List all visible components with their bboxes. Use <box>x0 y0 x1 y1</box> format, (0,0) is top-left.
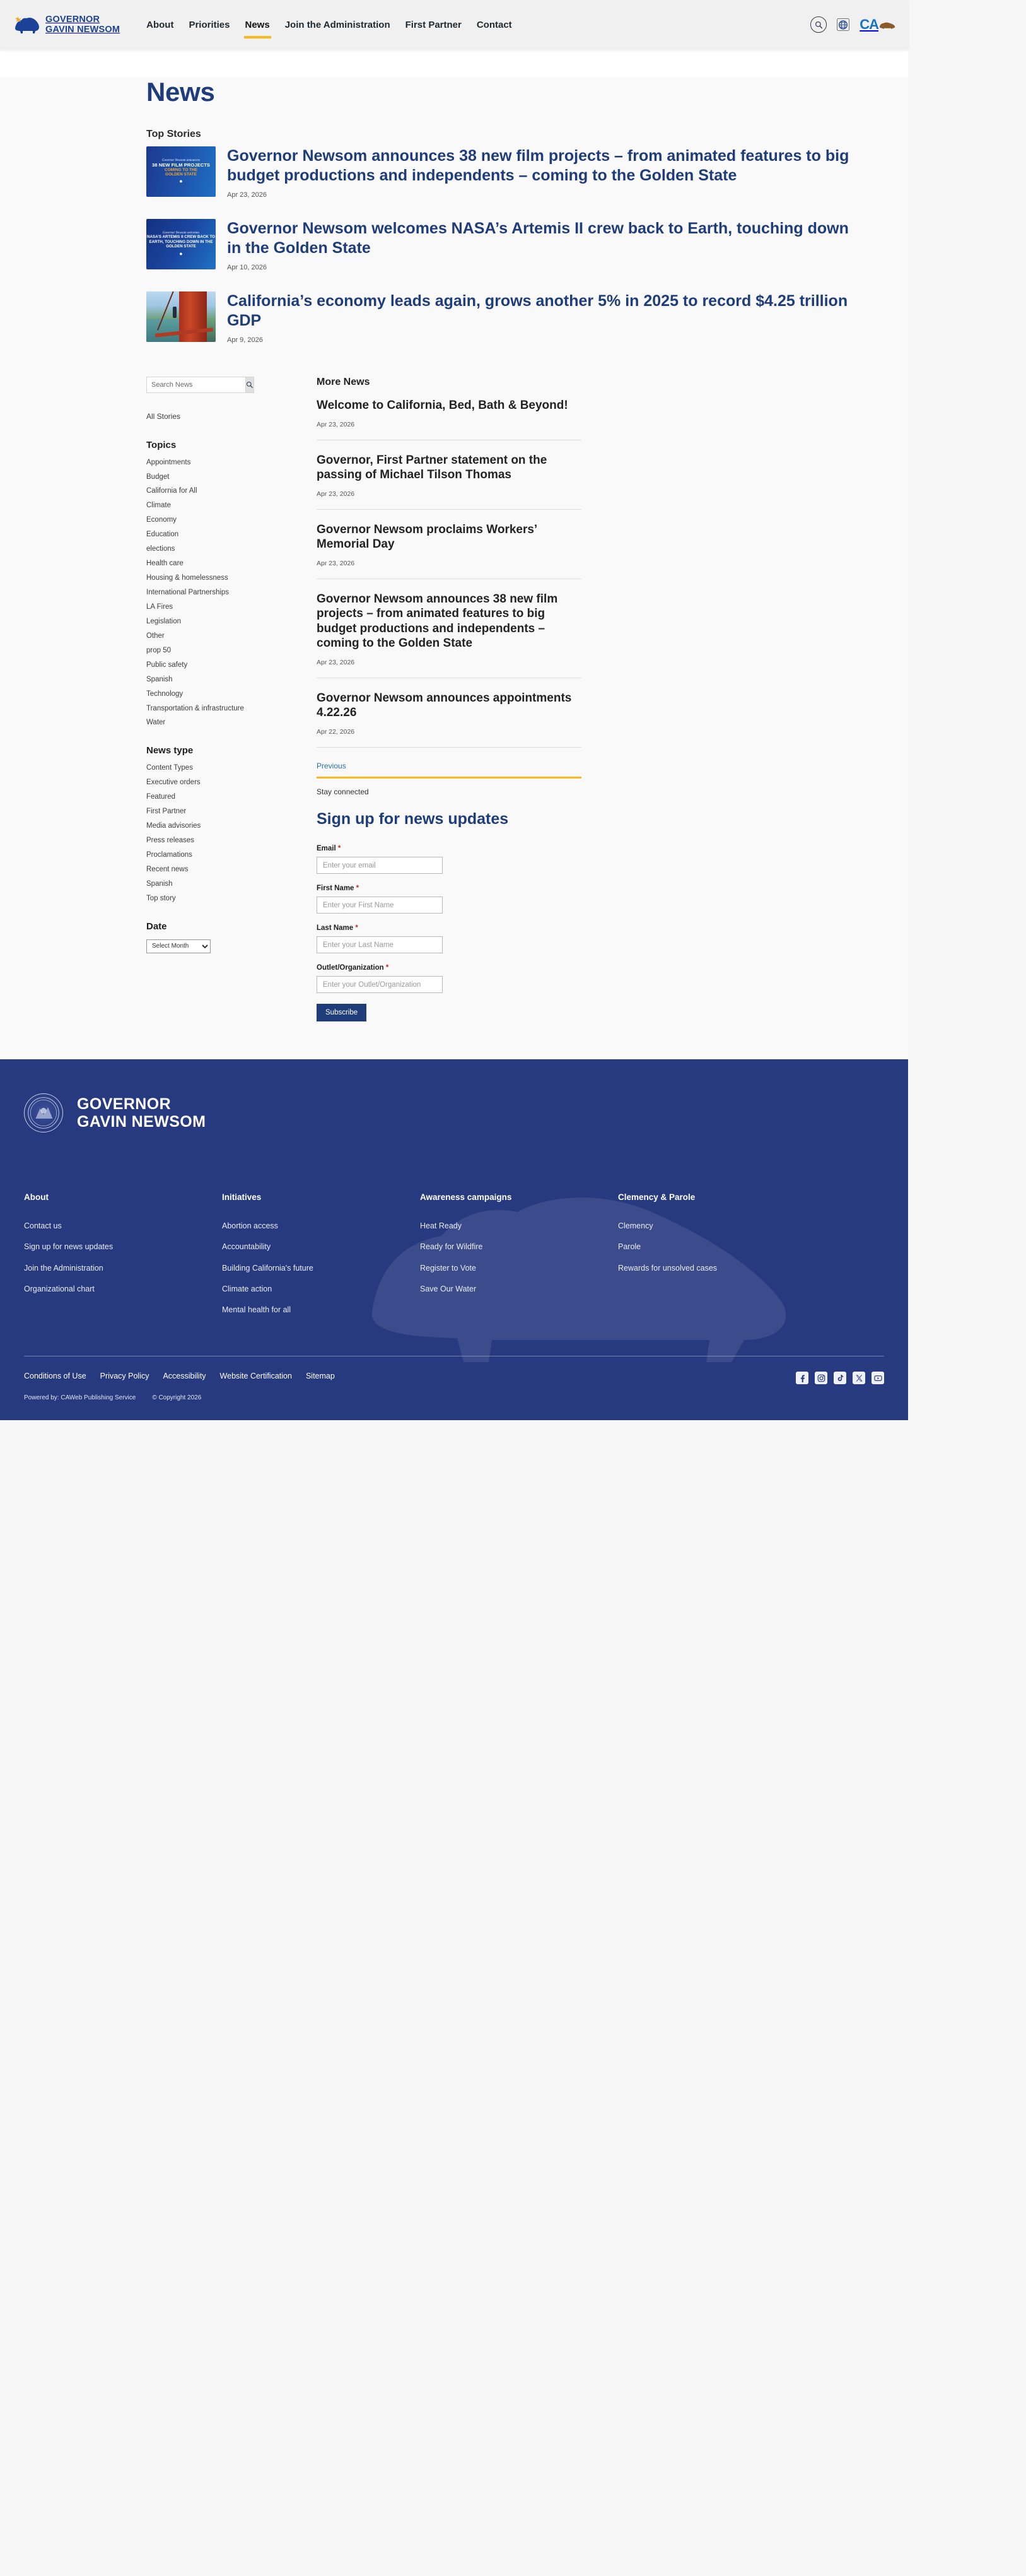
pagination-underline <box>317 777 581 779</box>
nav-item-join-the-administration[interactable]: Join the Administration <box>284 19 390 30</box>
list-item[interactable] <box>317 691 581 748</box>
footer-link-accessibility[interactable]: Accessibility <box>163 1372 206 1381</box>
sidebar-item-california-for-all[interactable]: California for All <box>146 487 197 495</box>
last-name-field-group <box>317 924 581 953</box>
content-container <box>146 77 859 1021</box>
nav-item-news[interactable]: News <box>244 17 271 33</box>
footer-link-accountability[interactable]: Accountability <box>222 1242 271 1252</box>
top-story-item[interactable] <box>146 291 859 344</box>
topics-heading: Topics <box>146 439 177 450</box>
sidebar-item-press-releases[interactable]: Press releases <box>146 837 195 845</box>
news-signup-form <box>317 845 581 1021</box>
sidebar-item-legislation[interactable]: Legislation <box>146 617 181 625</box>
footer-column-about <box>24 1192 222 1326</box>
sidebar-item-education[interactable]: Education <box>146 531 179 539</box>
news-item-title[interactable]: Governor, First Partner statement on the passing of Michael Tilson Thomas <box>317 453 547 482</box>
sidebar-item-executive-orders[interactable]: Executive orders <box>146 779 201 787</box>
bear-icon: ● <box>179 178 183 184</box>
footer-column-heading: About <box>24 1192 49 1203</box>
news-search <box>146 377 228 393</box>
signup-title: Sign up for news updates <box>317 810 509 828</box>
news-item-title[interactable]: Welcome to California, Bed, Bath & Beyond! <box>317 399 568 412</box>
footer-link-organizational-chart[interactable]: Organizational chart <box>24 1284 95 1293</box>
main-navigation <box>145 17 513 33</box>
news-item-date: Apr 22, 2026 <box>317 728 355 736</box>
sidebar-item-media-advisories[interactable]: Media advisories <box>146 822 201 830</box>
globe-icon[interactable] <box>837 18 849 31</box>
site-logo-link[interactable] <box>14 14 120 35</box>
footer-link-parole[interactable]: Parole <box>618 1242 641 1252</box>
sidebar-item-water[interactable]: Water <box>146 719 166 727</box>
footer-brand[interactable] <box>24 1093 908 1132</box>
outlet-label-text: Outlet/Organization <box>317 964 384 972</box>
pagination-previous-link[interactable]: Previous <box>317 762 346 771</box>
youtube-icon[interactable] <box>872 1372 884 1384</box>
email-label <box>317 845 581 852</box>
last-name-label <box>317 924 581 932</box>
top-story-date: Apr 23, 2026 <box>227 191 267 199</box>
news-item-title[interactable]: Governor Newsom announces appointments 4.22.26 <box>317 691 572 720</box>
footer-bottom-bar <box>0 1356 908 1420</box>
news-lower-section <box>146 377 859 1021</box>
footer-link-abortion-access[interactable]: Abortion access <box>222 1221 278 1231</box>
footer-brand-text <box>77 1095 206 1131</box>
thumb-line-3b: GOLDEN STATE <box>165 172 197 177</box>
footer-link-register-to-vote[interactable]: Register to Vote <box>420 1263 476 1273</box>
page-title: News <box>146 77 215 107</box>
sidebar-item-housing-homelessness[interactable]: Housing & homelessness <box>146 574 228 582</box>
nav-item-first-partner[interactable]: First Partner <box>405 19 462 30</box>
more-news-label: More News <box>317 377 370 387</box>
instagram-icon[interactable] <box>815 1372 827 1384</box>
sidebar-item-first-partner[interactable]: First Partner <box>146 808 187 816</box>
footer-link-sitemap[interactable]: Sitemap <box>305 1372 335 1381</box>
footer-link-rewards-for-unsolved-cases[interactable]: Rewards for unsolved cases <box>618 1263 718 1273</box>
sidebar-item-recent-news[interactable]: Recent news <box>146 865 189 873</box>
footer-brand-line-1: GOVERNOR <box>77 1095 172 1114</box>
sidebar-item-health-care[interactable]: Health care <box>146 560 184 568</box>
california-bear-icon <box>14 14 40 35</box>
last-name-label-text: Last Name <box>317 924 354 932</box>
sidebar-item-content-types[interactable]: Content Types <box>146 764 193 772</box>
sidebar-item-spanish-type[interactable]: Spanish <box>146 879 173 888</box>
brand-line-1: GOVERNOR <box>45 15 100 25</box>
film-projects-thumbnail-art <box>146 146 216 197</box>
sidebar-item-public-safety[interactable]: Public safety <box>146 661 188 669</box>
california-state-seal-icon <box>24 1093 63 1132</box>
news-item-date: Apr 23, 2026 <box>317 420 355 428</box>
ca-logo-bear-icon <box>879 20 895 30</box>
copyright-text: © Copyright 2026 <box>152 1394 202 1402</box>
news-item-date: Apr 23, 2026 <box>317 490 355 498</box>
footer-main <box>0 1059 908 1356</box>
news-filter-sidebar <box>146 377 246 1021</box>
footer-link-climate-action[interactable]: Climate action <box>222 1284 272 1293</box>
thumb-line-3a: COMING TO THE <box>164 168 198 172</box>
tiktok-icon[interactable] <box>834 1372 846 1384</box>
top-stories-label: Top Stories <box>146 129 201 139</box>
footer-link-heat-ready[interactable]: Heat Ready <box>420 1221 462 1231</box>
legal-links <box>24 1372 335 1380</box>
top-story-title[interactable]: Governor Newsom welcomes NASA’s Artemis II crew back to Earth, touching down in the Golden State <box>227 220 849 257</box>
footer-column-clemency-parole <box>618 1192 816 1326</box>
required-marker: * <box>385 964 389 972</box>
site-logo-text <box>45 15 120 35</box>
footer-column-initiatives <box>222 1192 420 1326</box>
footer-legal <box>24 1372 335 1401</box>
footer-link-clemency[interactable]: Clemency <box>618 1221 653 1231</box>
sidebar-item-appointments[interactable]: Appointments <box>146 458 191 466</box>
news-item-title[interactable]: Governor Newsom announces 38 new film projects – from animated features to big budget productions and independents – coming to the Golden State <box>317 592 558 650</box>
footer-powered-by <box>24 1394 335 1401</box>
month-select[interactable] <box>146 939 211 953</box>
search-icon[interactable] <box>810 16 827 33</box>
footer-link-privacy-policy[interactable]: Privacy Policy <box>100 1372 149 1381</box>
news-item-date: Apr 23, 2026 <box>317 658 355 666</box>
sidebar-item-other[interactable]: Other <box>146 632 165 640</box>
outlet-label <box>317 964 581 972</box>
page-content <box>0 77 908 1059</box>
top-story-title[interactable]: Governor Newsom announces 38 new film projects – from animated features to big budget productions and independents – coming to the Golden State <box>227 147 849 184</box>
header-tools <box>810 16 895 33</box>
top-story-item[interactable] <box>146 219 859 271</box>
stay-connected-eyebrow: Stay connected <box>317 787 369 797</box>
thumb-line-1: Governor Newsom announces <box>161 159 201 162</box>
bear-icon: ● <box>179 250 183 257</box>
required-marker: * <box>337 845 341 853</box>
required-marker: * <box>356 885 359 893</box>
powered-by-text: Powered by: CAWeb Publishing Service <box>24 1394 136 1402</box>
first-name-field[interactable] <box>317 897 443 914</box>
sidebar-item-international-partnerships[interactable]: International Partnerships <box>146 589 230 597</box>
footer-link-join-the-administration[interactable]: Join the Administration <box>24 1263 103 1273</box>
nav-item-about[interactable]: About <box>146 19 174 30</box>
email-label-text: Email <box>317 845 336 853</box>
ca-logo-text: CA <box>860 16 878 32</box>
top-story-thumbnail <box>146 291 216 342</box>
sidebar-item-technology[interactable]: Technology <box>146 690 184 698</box>
footer-column-heading: Awareness campaigns <box>420 1192 512 1203</box>
search-input[interactable] <box>146 377 245 393</box>
news-item-date: Apr 23, 2026 <box>317 559 355 567</box>
first-name-label-text: First Name <box>317 885 354 893</box>
sidebar-item-spanish[interactable]: Spanish <box>146 675 173 683</box>
golden-gate-bridge-photo <box>146 291 216 342</box>
outlet-field-group <box>317 964 581 993</box>
artemis-thumbnail-art <box>146 219 216 269</box>
nav-item-priorities[interactable]: Priorities <box>189 19 230 30</box>
footer-link-columns <box>24 1192 908 1356</box>
sidebar-item-transportation-infrastructure[interactable]: Transportation & infrastructure <box>146 704 244 712</box>
thumb-line-2: 38 NEW FILM PROJECTS <box>151 162 210 168</box>
footer-column-heading: Clemency & Parole <box>618 1192 696 1203</box>
sidebar-item-la-fires[interactable]: LA Fires <box>146 603 173 611</box>
top-story-title[interactable]: California’s economy leads again, grows another 5% in 2025 to record $4.25 trillion GDP <box>227 292 848 329</box>
sidebar-item-economy[interactable]: Economy <box>146 516 177 524</box>
sidebar-item-featured[interactable]: Featured <box>146 793 176 801</box>
pagination <box>317 760 581 779</box>
sidebar-item-elections[interactable]: elections <box>146 545 175 553</box>
page-root <box>0 0 908 1420</box>
more-news-column <box>317 377 581 1021</box>
brand-line-2: GAVIN NEWSOM <box>45 25 120 35</box>
sidebar-item-all-stories[interactable]: All Stories <box>146 412 181 421</box>
footer-link-ready-for-wildfire[interactable]: Ready for Wildfire <box>420 1242 483 1252</box>
x-twitter-icon[interactable] <box>853 1372 865 1384</box>
footer-link-sign-up-news-updates[interactable]: Sign up for news updates <box>24 1242 114 1252</box>
subscribe-button[interactable]: Subscribe <box>317 1004 366 1021</box>
footer-link-building-californias-future[interactable]: Building California's future <box>222 1263 313 1273</box>
sidebar-item-proclamations[interactable]: Proclamations <box>146 851 192 859</box>
first-name-label <box>317 885 581 892</box>
thumb-line-2: NASA’S ARTEMIS II CREW BACK TO EARTH, TOUCHING DOWN IN THE GOLDEN STATE <box>147 234 215 249</box>
top-story-date: Apr 10, 2026 <box>227 264 267 271</box>
nav-item-contact[interactable]: Contact <box>476 19 512 30</box>
footer-link-website-certification[interactable]: Website Certification <box>219 1372 292 1381</box>
footer-link-conditions-of-use[interactable]: Conditions of Use <box>24 1372 86 1381</box>
footer-link-contact-us[interactable]: Contact us <box>24 1221 62 1231</box>
email-field[interactable] <box>317 857 443 874</box>
first-name-field-group <box>317 885 581 914</box>
date-heading: Date <box>146 920 167 932</box>
site-footer <box>0 1059 908 1420</box>
footer-column-heading: Initiatives <box>222 1192 262 1203</box>
sidebar-item-budget[interactable]: Budget <box>146 473 170 481</box>
search-icon <box>246 381 254 389</box>
site-header <box>0 0 908 49</box>
footer-column-awareness-campaigns <box>420 1192 618 1326</box>
required-marker: * <box>355 924 358 932</box>
top-story-date: Apr 9, 2026 <box>227 336 263 344</box>
sidebar-item-prop-50[interactable]: prop 50 <box>146 646 172 654</box>
social-links <box>796 1372 884 1384</box>
footer-link-save-our-water[interactable]: Save Our Water <box>420 1284 477 1293</box>
sidebar-item-top-story[interactable]: Top story <box>146 894 176 902</box>
outlet-organization-field[interactable] <box>317 976 443 993</box>
facebook-icon[interactable] <box>796 1372 808 1384</box>
footer-brand-line-2: GAVIN NEWSOM <box>77 1113 206 1131</box>
footer-link-mental-health-for-all[interactable]: Mental health for all <box>222 1305 291 1315</box>
email-field-group <box>317 845 581 874</box>
list-item[interactable] <box>317 592 581 678</box>
news-type-heading: News type <box>146 745 194 756</box>
search-submit-button[interactable] <box>245 377 254 393</box>
top-story-item[interactable] <box>146 146 859 199</box>
news-item-title[interactable]: Governor Newsom proclaims Workers’ Memorial Day <box>317 522 537 551</box>
sidebar-item-climate[interactable]: Climate <box>146 502 171 510</box>
top-story-thumbnail <box>146 146 216 197</box>
last-name-field[interactable] <box>317 936 443 953</box>
list-item[interactable] <box>317 522 581 579</box>
thumb-line-1: Governor Newsom welcomes <box>162 231 200 235</box>
ca-gov-logo[interactable] <box>860 16 895 33</box>
top-story-thumbnail <box>146 219 216 269</box>
list-item[interactable] <box>317 398 581 440</box>
list-item[interactable] <box>317 453 581 510</box>
